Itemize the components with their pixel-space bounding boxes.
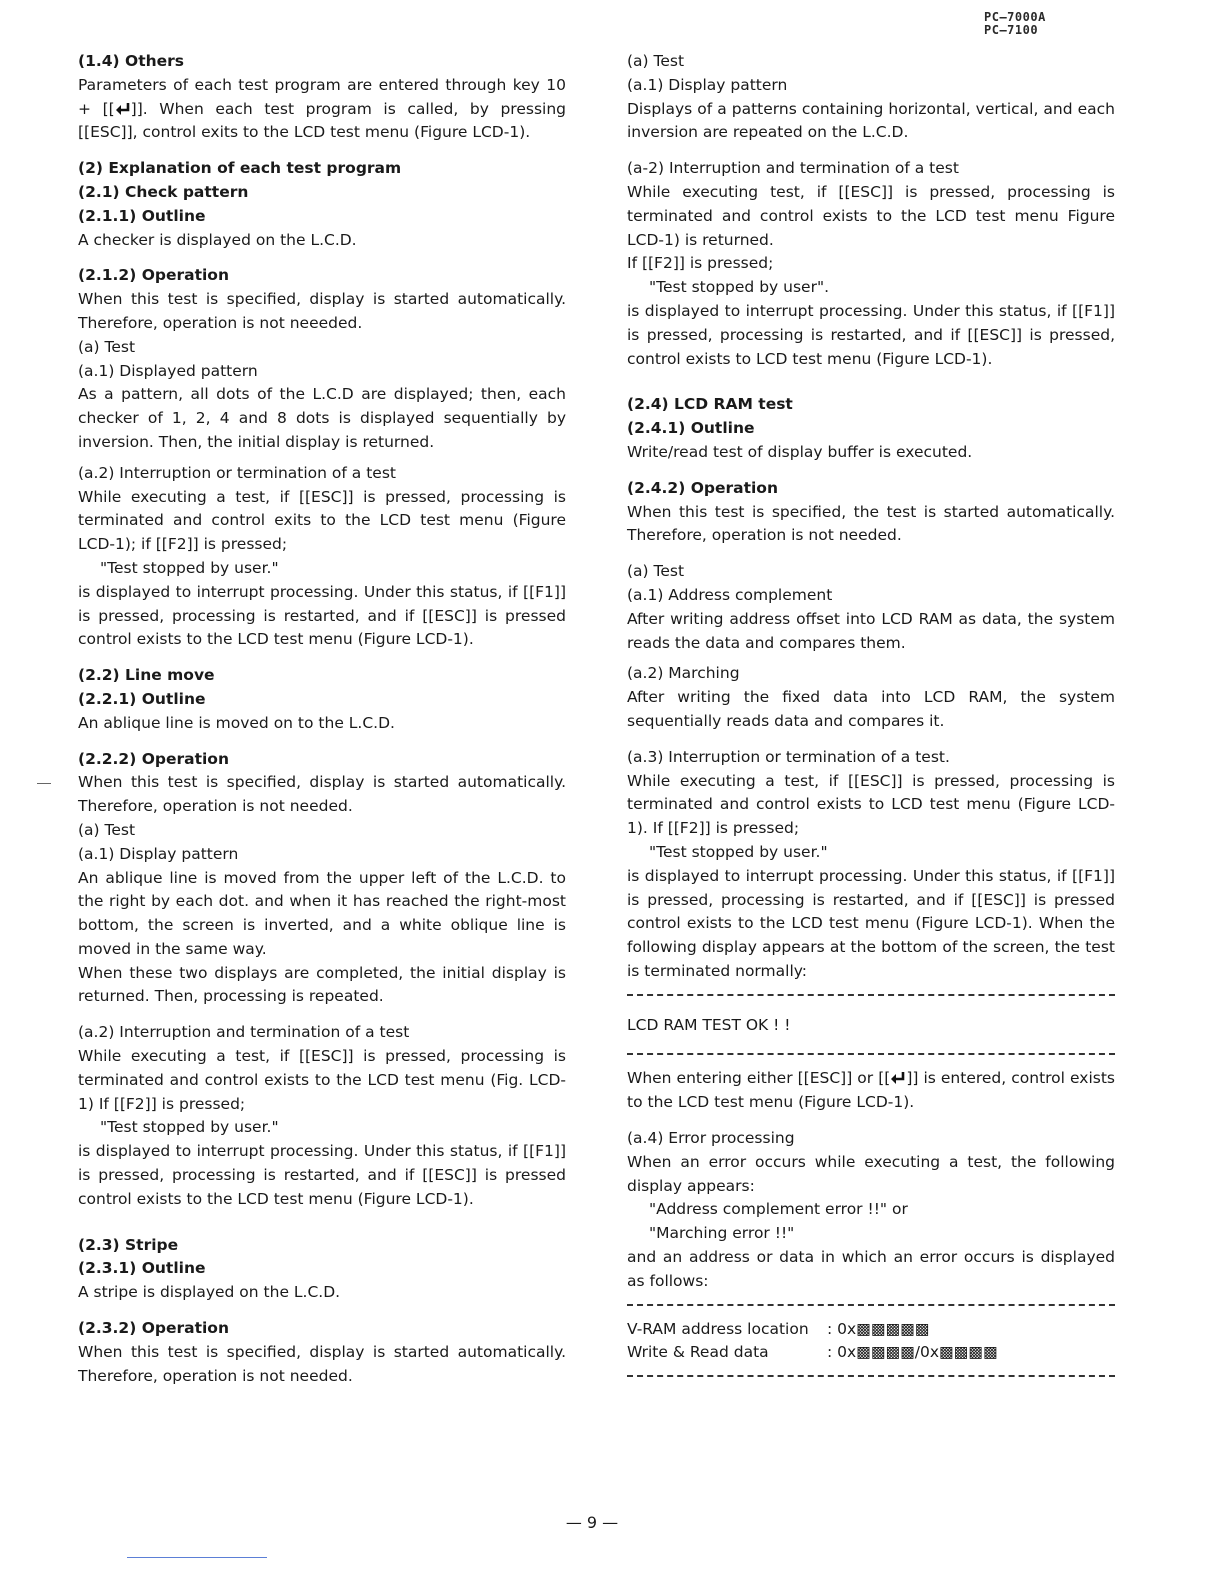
paragraph: An ablique line is moved from the upper left of the L.C.D. to the right by each dot. and when it has reached the right-most bottom, the screen is inverted, and a white oblique line is moved in the same way. [78, 868, 566, 958]
left-column [78, 50, 566, 1388]
paragraph: Parameters of each test program are entered through key 10 + [[ ]]. When each test program is called, by pressing [[ESC]], control exits to the LCD test menu (Figure LCD-1). [78, 75, 566, 142]
subheading: (a.2) Interruption or termination of a test [78, 463, 396, 482]
quote: "Marching error !!" [649, 1224, 795, 1243]
subheading: (a.2) Interruption and termination of a test [78, 1023, 410, 1042]
paragraph: Write/read test of display buffer is executed. [627, 442, 973, 461]
section-heading: (2.2) Line move [78, 666, 215, 685]
page-number: — 9 — [565, 1513, 619, 1532]
section-heading: (2.1) Check pattern [78, 182, 249, 201]
paragraph: When this test is specified, display is started automatically. Therefore, operation is not needed. [78, 773, 566, 816]
enter-key-icon [890, 1071, 906, 1085]
paragraph: When an error occurs while executing a test, the following display appears: [627, 1152, 1115, 1195]
subheading: (a) Test [627, 52, 685, 70]
address-label: V-RAM address location [627, 1319, 809, 1338]
data-row [627, 1341, 1115, 1365]
paragraph: When these two displays are completed, the initial display is returned. Then, processing is repeated. [78, 963, 566, 1006]
dashed-divider [627, 1053, 1115, 1055]
paragraph: When this test is specified, the test is started automatically. Therefore, operation is not needed. [627, 502, 1115, 545]
model-number-2: PC—7100 [984, 23, 1039, 37]
footer-rule [127, 1557, 267, 1558]
paragraph: An ablique line is moved on to the L.C.D. [78, 713, 395, 732]
data-label: Write & Read data [627, 1343, 769, 1362]
section-heading: (2.4) LCD RAM test [627, 395, 793, 414]
dashed-divider [627, 1304, 1115, 1306]
paragraph: After writing address offset into LCD RAM as data, the system reads the data and compares them. [627, 609, 1115, 652]
model-number-1: PC—7000A [984, 10, 1046, 24]
section-heading: (2.4.2) Operation [627, 478, 778, 497]
quote: "Test stopped by user." [649, 842, 828, 861]
subheading: (a.1) Display pattern [78, 844, 239, 863]
section-heading: (2.3.1) Outline [78, 1259, 206, 1278]
model-header [984, 11, 1046, 37]
paragraph: When this test is specified, display is started automatically. Therefore, operation is not needed. [78, 1342, 566, 1385]
paragraph: A stripe is displayed on the L.C.D. [78, 1283, 341, 1302]
paragraph: If [[F2]] is pressed; [627, 254, 774, 273]
paragraph: After writing the fixed data into LCD RAM, the system sequentially reads data and compares it. [627, 688, 1115, 730]
subheading: (a.3) Interruption or termination of a test. [627, 747, 950, 766]
subheading: (a.1) Address complement [627, 585, 833, 604]
section-heading: (1.4) Others [78, 52, 185, 70]
quote: "Address complement error !!" or [649, 1200, 908, 1219]
paragraph: When this test is specified, display is started automatically. Therefore, operation is not neeeded. [78, 290, 566, 332]
paragraph: While executing a test, if [[ESC]] is pressed, processing is terminated and control exists to LCD test menu (Figure LCD-1). If [[F2]] is pressed; [627, 771, 1115, 838]
right-column [627, 50, 1115, 1389]
subheading: (a.1) Display pattern [627, 75, 788, 94]
paragraph: A checker is displayed on the L.C.D. [78, 230, 357, 249]
subheading: (a.1) Displayed pattern [78, 361, 258, 380]
paragraph: While executing a test, if [[ESC]] is pressed, processing is terminated and control exists to the LCD test menu (Fig. LCD-1) If [[F2]] is pressed; [78, 1047, 566, 1113]
section-heading: (2.2.1) Outline [78, 689, 206, 708]
section-heading: (2.3) Stripe [78, 1235, 179, 1254]
subheading: (a.4) Error processing [627, 1129, 795, 1148]
quote: "Test stopped by user". [649, 278, 829, 297]
subheading: (a) Test [78, 337, 136, 356]
section-heading: (2.1.2) Operation [78, 266, 229, 285]
paragraph: While executing a test, if [[ESC]] is pressed, processing is terminated and control exits to the LCD test menu (Figure LCD-1); if [[F2]] is pressed; [78, 487, 566, 554]
subheading: (a.2) Marching [627, 664, 740, 683]
section-heading: (2.2.2) Operation [78, 749, 229, 768]
paragraph: When entering either [[ESC]] or [[ ]] is entered, control exists to the LCD test menu (Figure LCD-1). [627, 1069, 1115, 1112]
dashed-divider [627, 994, 1115, 996]
subheading: (a) Test [78, 820, 136, 839]
subheading: (a) Test [627, 562, 685, 581]
section-heading: (2.1.1) Outline [78, 206, 206, 225]
screen-message: LCD RAM TEST OK ! ! [627, 1015, 791, 1034]
address-row [627, 1318, 1115, 1342]
dashed-divider [627, 1375, 1115, 1377]
paragraph: is displayed to interrupt processing. Under this status, if [[F1]] is pressed, processing is restarted, and if [[ESC]] is pressed, control exists to LCD test menu (Figure LCD-1). [627, 301, 1115, 368]
paragraph: is displayed to interrupt processing. Under this status, if [[F1]] is pressed, processing is restarted, and if [[ESC]] is pressed control exists to the LCD test menu (Figure LCD-1). [78, 582, 566, 649]
paragraph: As a pattern, all dots of the L.C.D are displayed; then, each checker of 1, 2, 4 and 8 dots is displayed sequentially by inversion. Then, the initial display is returned. [78, 385, 566, 451]
quote: "Test stopped by user." [100, 558, 279, 577]
paragraph: is displayed to interrupt processing. Under this status, if [[F1]] is pressed, processing is restarted, and if [[ESC]] is pressed control exists to the LCD test menu (Figure LCD-1). When the following display appears at the bottom of the screen, the test is terminated normally: [627, 866, 1115, 980]
address-value: : 0x▩▩▩▩▩ [827, 1319, 930, 1338]
section-heading: (2.3.2) Operation [78, 1319, 229, 1338]
enter-key-icon [115, 102, 131, 116]
paragraph: While executing test, if [[ESC]] is pressed, processing is terminated and control exists to the LCD test menu Figure LCD-1) is returned. [627, 182, 1115, 249]
margin-mark [37, 783, 51, 784]
section-heading: (2.4.1) Outline [627, 419, 755, 438]
paragraph: and an address or data in which an error occurs is displayed as follows: [627, 1248, 1115, 1290]
section-heading: (2) Explanation of each test program [78, 159, 402, 178]
paragraph: Displays of a patterns containing horizontal, vertical, and each inversion are repeated on the L.C.D. [627, 99, 1115, 142]
paragraph: is displayed to interrupt processing. Under this status, if [[F1]] is pressed, processing is restarted, and if [[ESC]] is pressed control exists to the LCD test menu (Figure LCD-1). [78, 1142, 566, 1208]
subheading: (a-2) Interruption and termination of a test [627, 159, 959, 178]
quote: "Test stopped by user." [100, 1118, 279, 1137]
data-value: : 0x▩▩▩▩/0x▩▩▩▩ [827, 1343, 998, 1362]
